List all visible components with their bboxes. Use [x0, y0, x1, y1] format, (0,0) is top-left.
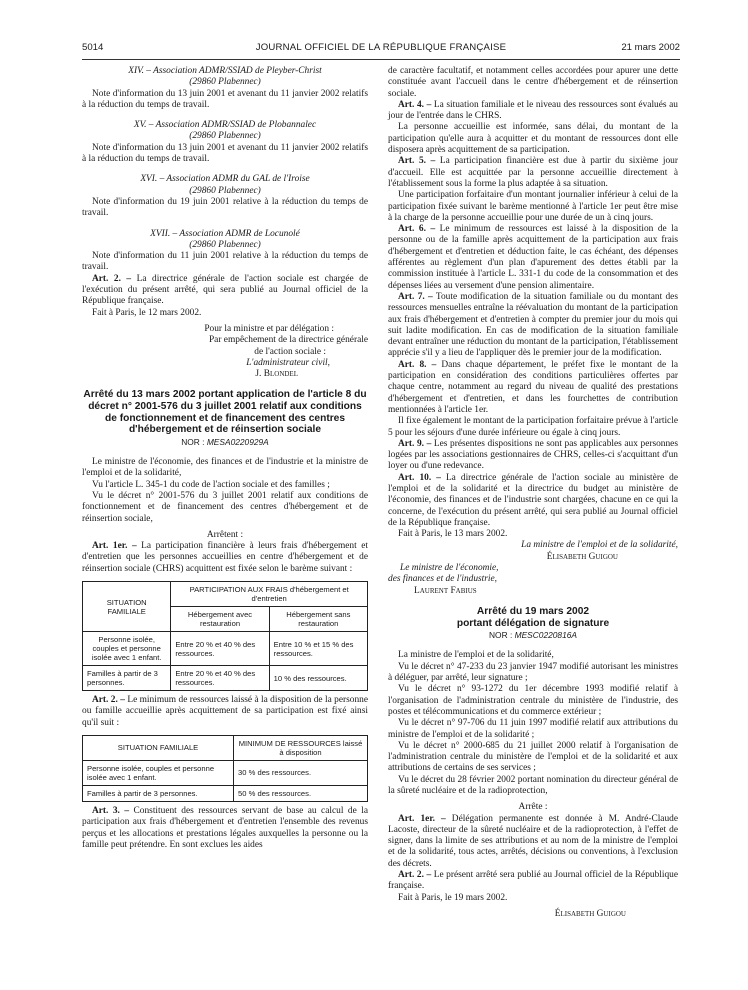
article-3-continuation: de caractère facultatif, et notamment celles accordées pour apurer une dette constituée avant l'accueil dans le centre d'hébergement et de réinsertion sociale. [388, 66, 678, 99]
signature-line-2: Par empêchement de la directrice générale [208, 335, 368, 346]
arrete-label: Arrête : [518, 802, 548, 813]
nor-reference [82, 437, 368, 448]
table1-header-group: PARTICIPATION AUX FRAIS d'hébergement et d'entretien [171, 582, 368, 607]
assoc-xvi-title: XVI. – Association ADMR du GAL de l'Iroise [140, 174, 310, 185]
assoc-xvi-location: (29860 Plabennec) [189, 185, 261, 196]
minimum-ressources-table [82, 735, 368, 802]
right-column [388, 66, 678, 920]
left-column [82, 66, 368, 851]
article-1-text: La participation financière à leurs frais d'hébergement et d'entretien que les personnes accueillies en centre d'hébergement et de réinsertion sociale (CHRS) acquittent est fixée selon le barème suivant : [82, 541, 369, 574]
signature-a-line-1: La ministre de l'emploi et de la solidarité, [521, 540, 678, 551]
article-3-label: Art. 3. – [92, 805, 130, 816]
article-8-text: Dans chaque département, le préfet fixe le montant de la participation en considération des conditions particulières offertes par chaque centre, notamment au regard du niveau de qualité des prestations d'hébergement et d'entretien, et dans les fourchettes de contribution mentionnées à l'article 1er. [388, 359, 678, 415]
article-9-label: Art. 9. – [398, 438, 432, 449]
delegation-article-2 [388, 870, 678, 893]
signatory-guigou: Élisabeth Guigou [546, 551, 618, 562]
article-8-paragraph [388, 360, 678, 416]
assoc-xvii-title: XVII. – Association ADMR de Locunolé [150, 228, 300, 239]
visa-3: Vu le décret n° 93-1272 du 1er décembre 1993 modifié relatif à l'organisation de l'administration centrale du ministère de l'industrie, des postes et télécommunications et du commerce extérieur ; [388, 684, 678, 717]
assoc-xv-title: XV. – Association ADMR/SSIAD de Plobannalec [133, 120, 317, 131]
table-row [83, 785, 368, 801]
article-10-text: La directrice générale de l'action sociale au ministère de l'emploi et de la solidarité et la directrice du budget au ministère de l'économie, des finances et de l'industrie sont chargées, chacune en ce qui la concerne, de l'exécution du présent arrêté, qui sera publié au Journal officiel de la République française. [388, 472, 679, 528]
table1-header-avec: Hébergement avec restauration [171, 607, 269, 632]
page-header [82, 42, 680, 56]
article-2-paragraph [82, 274, 368, 308]
visa-2: Vu le décret n° 47-233 du 23 janvier 1947 modifié autorisant les ministres à déléguer, par arrêté, leur signature ; [388, 661, 678, 684]
article-2b-paragraph [82, 695, 368, 729]
signature-line-3: de l'action sociale : [254, 346, 326, 357]
article-9-paragraph [388, 439, 678, 473]
bareme-participation-table [82, 581, 368, 691]
table-cell: Entre 20 % et 40 % des ressources. [171, 632, 269, 666]
journal-title: JOURNAL OFFICIEL DE LA RÉPUBLIQUE FRANÇAISE [255, 42, 507, 53]
article-3-text: Constituent des ressources servant de base au calcul de la participation aux frais d'hébergement et d'entretien l'ensemble des revenus perçus et les allocations et prestations légales auxquelles la personne ou la famille peut prétendre. En sont exclues les aides [82, 805, 368, 850]
preamble-3: Vu le décret n° 2001-576 du 3 juillet 2001 relatif aux conditions de fonctionnement et de financement des centres d'hébergement et de réinsertion sociale, [82, 490, 368, 524]
article-7-text: Toute modification de la situation familiale ou du montant des ressources mensuelles entraîne la réévaluation du montant de la participation aux frais d'hébergement et d'entretien à compter du premier jour du mois qui suit ladite modification. En cas de modification de la situation familiale devant entraîner une réduction du montant de la participation, l'établissement apprécie s'il y a lieu de l'appliquer dès le premier jour de la modification. [388, 291, 678, 359]
article-8-label: Art. 8. – [398, 359, 437, 370]
arretent: Arrêtent : [206, 529, 244, 540]
table-cell: Familles à partir de 3 personnes. [83, 785, 234, 801]
article-8-paragraph-2: Il fixe également le montant de la participation forfaitaire prévue à l'article 5 pour les séjours d'une durée inférieure ou égale à cinq jours. [388, 416, 678, 438]
article-4-paragraph-2: La personne accueillie est informée, sans délai, du montant de la participation qu'elle aura à acquitter et du montant de ressources dont elle disposera après acquittement de sa participation. [388, 122, 678, 156]
article-7-paragraph [388, 292, 678, 360]
article-6-paragraph [388, 224, 678, 292]
signatory-fabius: Laurent Fabius [414, 585, 477, 596]
delegation-article-2-text: Le présent arrêté sera publié au Journal officiel de la République française. [388, 870, 679, 892]
table-row [83, 632, 368, 666]
signature-line-4: L'administrateur civil, [246, 357, 330, 368]
article-5-text: La participation financière est due à partir du sixième jour d'accueil. Elle est acquittée par la personne accueillie directement à l'établissement sous la forme la plus adaptée à sa situation. [388, 156, 678, 189]
article-1-paragraph [82, 541, 368, 575]
delegation-article-1-text: Délégation permanente est donnée à M. André-Claude Lacoste, directeur de la sûreté nucléaire et de la radioprotection, à l'effet de signer, dans la limite de ses attributions et au nom de la ministre de l'emploi et de la solidarité, tous actes, arrêtés, décisions ou conventions, à l'exclusion des décrets. [388, 813, 678, 869]
article-3-paragraph [82, 806, 368, 851]
delegation-article-2-label: Art. 2. – [398, 870, 432, 881]
preamble-1: Le ministre de l'économie, des finances et de l'industrie et la ministre de l'emploi et de la solidarité, [82, 457, 368, 479]
nor-label-2: NOR : [489, 630, 513, 641]
article-2b-label: Art. 2. – [92, 695, 125, 706]
signatory-name: J. Blondel [255, 369, 298, 380]
arrete-13-mars-title: Arrêté du 13 mars 2002 portant application de l'article 8 du décret n° 2001-576 du 3 juillet 2001 relatif aux conditions de fonctionnement et de financement des centres d'hébergement et de réinsertion sociale [83, 389, 367, 436]
article-2-text: La directrice générale de l'action sociale est chargée de l'exécution du présent arrêté, qui sera publié au Journal officiel de la République française. [82, 273, 368, 307]
article-2b-text: Le minimum de ressources laissé à la disposition de la personne ou famille accueillie après acquittement de sa participation est fixé ainsi qu'il suit : [82, 695, 369, 728]
table-cell: Familles à partir de 3 personnes. [83, 666, 171, 691]
table-cell: Entre 20 % et 40 % des ressources. [171, 666, 269, 691]
arrete-19-mars-title-2: portant délégation de signature [456, 617, 610, 629]
nor-code: MESA0220929A [206, 436, 269, 447]
article-1-label: Art. 1er. – [92, 541, 137, 552]
page-number: 5014 [82, 42, 104, 53]
table2-header-situation: SITUATION FAMILIALE [83, 735, 234, 760]
table2-header-minimum: MINIMUM DE RESSOURCES laissé à disposition [234, 735, 368, 760]
article-7-label: Art. 7. – [398, 291, 433, 302]
visa-4: Vu le décret n° 97-706 du 11 juin 1997 modifié relatif aux attributions du ministre de l'emploi et de la solidarité ; [388, 718, 678, 740]
visa-1: La ministre de l'emploi et de la solidarité, [398, 650, 554, 661]
assoc-xiv-title: XIV. – Association ADMR/SSIAD de Pleyber-Christ [128, 66, 322, 76]
article-10-paragraph [388, 473, 678, 529]
preamble-2: Vu l'article L. 345-1 du code de l'action sociale et des familles ; [92, 479, 330, 490]
table-row [83, 760, 368, 785]
visa-5: Vu le décret n° 2000-685 du 21 juillet 2000 relatif à l'organisation de l'administration centrale du ministère de l'emploi et de la solidarité et aux attributions de certains de ses services ; [388, 740, 678, 774]
signing-date-2: Fait à Paris, le 13 mars 2002. [398, 529, 508, 540]
article-6-text: Le minimum de ressources est laissé à la disposition de la personne ou de la famille après acquittement de la participation aux frais d'hébergement et d'entretien et déduction faite, le cas échéant, des dépenses afférentes au règlement d'un plan d'apurement des dettes établi par la commission instituée à l'article L. 331-1 du code de la consommation et des dépenses liées au versement d'une pension alimentaire. [388, 224, 678, 291]
nor-label: NOR : [181, 436, 205, 447]
nor-code-2: MESC0220816A [514, 630, 577, 641]
article-10-label: Art. 10. – [398, 472, 441, 483]
article-4-label: Art. 4. – [398, 99, 432, 110]
article-5-label: Art. 5. – [398, 156, 436, 167]
signature-b-line-1: Le ministre de l'économie, [400, 563, 499, 574]
assoc-xiv-location: (29860 Plabennec) [189, 77, 261, 88]
nor-reference-2 [388, 630, 678, 641]
table1-header-situation: SITUATION FAMILIALE [83, 582, 171, 632]
table-cell: 10 % des ressources. [269, 666, 367, 691]
arrete-19-mars-title-1: Arrêté du 19 mars 2002 [476, 605, 590, 617]
delegation-article-1-label: Art. 1er. – [398, 813, 446, 824]
signature-b-line-2: des finances et de l'industrie, [388, 574, 498, 585]
assoc-xv-note: Note d'information du 13 juin 2001 et avenant du 11 janvier 2002 relatifs à la réduction du temps de travail. [82, 142, 368, 165]
assoc-xvii-location: (29860 Plabennec) [189, 239, 261, 250]
table1-header-sans: Hébergement sans restauration [269, 607, 367, 632]
article-9-text: Les présentes dispositions ne sont pas applicables aux personnes logées par les associations gestionnaires de CHRS, celles-ci s'acquittant d'un loyer ou d'une redevance. [388, 438, 678, 472]
header-rule [82, 59, 680, 60]
article-4-paragraph [388, 100, 678, 123]
article-5-paragraph [388, 156, 678, 190]
article-6-label: Art. 6. – [398, 224, 436, 235]
table-row [83, 666, 368, 691]
article-4-text: La situation familiale et le niveau des ressources sont évalués au jour de l'entrée dans le CHRS. [388, 99, 678, 122]
table-cell: Entre 10 % et 15 % des ressources. [269, 632, 367, 666]
assoc-xvii-note: Note d'information du 11 juin 2001 relative à la réduction du temps de travail. [82, 251, 368, 273]
visa-6: Vu le décret du 28 février 2002 portant nomination du directeur général de la sûreté nucléaire et de la radioprotection, [388, 774, 678, 796]
table-cell: Personne isolée, couples et personne isolée avec 1 enfant. [83, 632, 171, 666]
assoc-xv-location: (29860 Plabennec) [189, 131, 261, 142]
assoc-xvi-note: Note d'information du 19 juin 2001 relative à la réduction du temps de travail. [82, 196, 368, 219]
delegation-article-1 [388, 814, 678, 870]
table-cell: 30 % des ressources. [234, 760, 368, 785]
signature-line-1: Pour la ministre et par délégation : [204, 323, 334, 334]
article-2-label: Art. 2. – [92, 273, 132, 284]
final-signatory: Élisabeth Guigou [554, 908, 626, 919]
signing-date-3: Fait à Paris, le 19 mars 2002. [398, 892, 508, 903]
assoc-xiv-note: Note d'information du 13 juin 2001 et avenant du 11 janvier 2002 relatifs à la réduction du temps de travail. [82, 88, 368, 110]
article-5-paragraph-2: Une participation forfaitaire d'un montant journalier inférieur à celui de la participation fixée suivant le barème mentionné à l'article 1er peut être mise à la charge de la personne accueillie pour une durée de un à cinq jours. [388, 190, 678, 223]
signing-date: Fait à Paris, le 12 mars 2002. [92, 307, 202, 318]
table-cell: Personne isolée, couples et personne isolée avec 1 enfant. [83, 760, 234, 785]
issue-date: 21 mars 2002 [621, 42, 680, 53]
table-cell: 50 % des ressources. [234, 785, 368, 801]
